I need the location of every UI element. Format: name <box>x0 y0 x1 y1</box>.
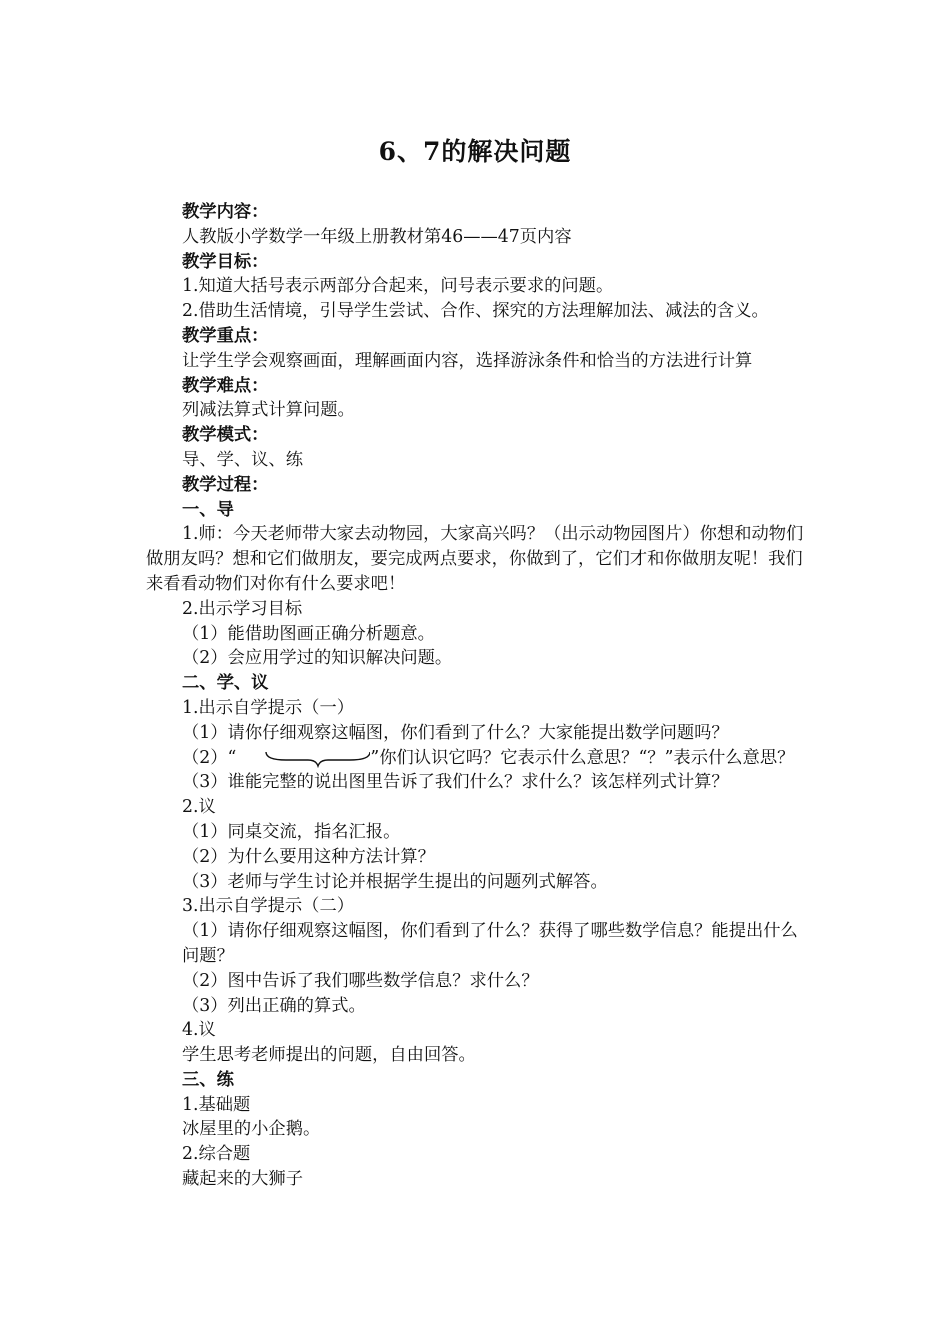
goal-2: 2.借助生活情境，引导学生尝试、合作、探究的方法理解加法、减法的含义。 <box>182 301 769 322</box>
section-2-item-3: （3）谁能完整的说出图里告诉了我们什么？求什么？该怎样列式计算？ <box>182 772 729 793</box>
section-2-heading: 二、学、议 <box>182 673 269 694</box>
quote-open: （2）“ <box>182 747 237 768</box>
content-text: 人教版小学数学一年级上册教材第46——47页内容 <box>182 226 572 247</box>
key-points-text: 让学生学会观察画面，理解画面内容，选择游泳条件和恰当的方法进行计算 <box>182 350 753 371</box>
quote-close-text: ”你们认识它吗？它表示什么意思？“？”表示什么意思？ <box>370 747 795 768</box>
section-2-paragraph-2: 2.议 <box>182 797 216 818</box>
section-3-paragraph-2: 2.综合题 <box>182 1144 251 1165</box>
heading-key-points: 教学重点： <box>182 325 269 346</box>
mode-text: 导、学、议、练 <box>182 449 303 470</box>
section-3-paragraph-1: 1.基础题 <box>182 1094 251 1115</box>
section-3-item-2: 藏起来的大狮子 <box>182 1169 303 1190</box>
section-2-paragraph-4: 4.议 <box>182 1020 216 1041</box>
section-1-heading: 一、导 <box>182 499 234 520</box>
heading-difficulties: 教学难点： <box>182 375 269 396</box>
section-2-item-4: （1）同桌交流，指名汇报。 <box>182 821 401 842</box>
section-2-item-8: （2）图中告诉了我们哪些数学信息？求什么？ <box>182 970 539 991</box>
heading-mode: 教学模式： <box>182 425 269 446</box>
section-2-item-1: （1）请你仔细观察这幅图，你们看到了什么？大家能提出数学问题吗？ <box>182 722 729 743</box>
heading-goals: 教学目标： <box>182 251 269 272</box>
section-2-paragraph-1: 1.出示自学提示（一） <box>182 697 355 718</box>
difficulties-text: 列减法算式计算问题。 <box>182 400 355 421</box>
section-1-paragraph-2: 2.出示学习目标 <box>182 598 303 619</box>
section-2-item-6: （3）老师与学生讨论并根据学生提出的问题列式解答。 <box>182 871 608 892</box>
section-1-item-2: （2）会应用学过的知识解决问题。 <box>182 648 453 669</box>
section-2-item-2 <box>146 746 810 771</box>
section-2-item-9: （3）列出正确的算式。 <box>182 995 366 1016</box>
brace-icon <box>236 748 370 768</box>
section-2-paragraph-3: 3.出示自学提示（二） <box>182 896 355 917</box>
heading-process: 教学过程： <box>182 474 269 495</box>
section-1-item-1: （1）能借助图画正确分析题意。 <box>182 623 435 644</box>
section-2-item-7: （1）请你仔细观察这幅图，你们看到了什么？获得了哪些数学信息？能提出什么问题？ <box>182 921 798 966</box>
goal-1: 1.知道大括号表示两部分合起来，问号表示要求的问题。 <box>182 276 614 297</box>
heading-content: 教学内容： <box>182 202 269 222</box>
document-title: 6、7的解决问题 <box>378 137 572 166</box>
section-2-item-5: （2）为什么要用这种方法计算？ <box>182 846 435 867</box>
section-1-paragraph-1: 1.师：今天老师带大家去动物园，大家高兴吗？（出示动物园图片）你想和动物们做朋友吗？想和它们做朋友，要完成两点要求，你做到了，它们才和你做朋友呢！我们来看看动物们对你有什么要求吧！ <box>146 524 804 594</box>
section-3-heading: 三、练 <box>182 1069 234 1090</box>
section-2-item-10: 学生思考老师提出的问题，自由回答。 <box>182 1045 476 1066</box>
section-3-item-1: 冰屋里的小企鹅。 <box>182 1119 321 1140</box>
document-body <box>146 200 810 1192</box>
